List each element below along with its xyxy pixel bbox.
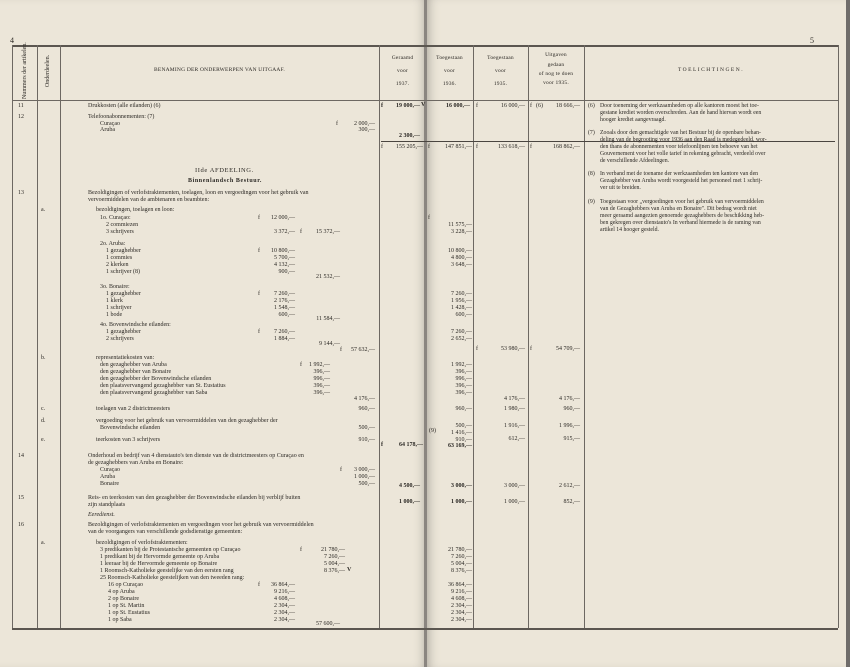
row-12-curacao-value: 2 000,— [354,121,375,127]
line-item: 25 Roomsch-Katholieke geestelijken van den tweeden rang: [100,575,245,581]
currency-sign: f [428,144,430,150]
currency-sign: f [300,362,302,368]
line-value: 5 004,— [324,561,345,567]
line-item: 1 bode [106,312,123,318]
t1936-value: 8 376,— [451,568,472,574]
currency-sign: f [258,248,260,254]
row-13e-label: teerkosten van 3 schrijvers [96,437,161,443]
col-rule [528,45,529,628]
col-rule [60,45,61,628]
row-16-desc: Bezoldigingen of verlofstraktementen en vergoedingen voor het gebruik van vervoermiddelen [88,522,314,528]
line-value: 600,— [278,312,295,318]
line-value: 4 608,— [274,596,295,602]
row-16-desc: van de voorgangers van verschillende godsdienstige gemeenten: [88,529,243,535]
row-12-desc: Telefoonabonnementen: (7) [88,114,155,120]
line-item: den gezaghebber van Aruba [100,362,167,368]
row-11-geraamd: 19 000,— [396,103,420,109]
row-15-geraamd: 1 000,— [399,499,420,505]
line-item: 1 schrijver (8) [106,269,140,275]
header-geraamd: Geraamd voor 1937. [391,55,414,87]
header-bottom-rule [12,100,838,101]
line-value: 2 304,— [274,617,295,623]
sub-letter: a. [41,540,46,546]
row-13d-value: 500,— [358,425,375,431]
row-15-t1935: 1 000,— [504,499,525,505]
line-item: 2 schrijvers [106,336,134,342]
line-item: 16 op Curaçao [108,582,143,588]
row-13d-note: (9) [429,428,436,434]
row-13b-t1935: 4 176,— [504,396,525,402]
t1936-value: 2 304,— [451,603,472,609]
header-toegestaan-1935: Toegestaan voor 1935. [487,55,514,87]
line-value: 7 260,— [324,554,345,560]
row-14-desc: Onderhoud en bedrijf van 4 dienstauto's ten dienste van de districtmeesters op Curaçao en [88,453,304,459]
t1936-value: 500,— [455,423,472,429]
line-value: 900,— [278,269,295,275]
bovenwinden-label: 4o. Bovenwindsche eilanden: [100,322,171,328]
section-subtitle: Binnenlandsch Bestuur. [188,178,263,184]
col-rule [12,45,13,628]
currency-sign: f [340,347,342,353]
line-value: 36 864,— [271,582,295,588]
row-13a-total: 57 632,— [351,347,375,353]
article-number: 12 [18,114,24,120]
row-12-aruba-value: 300,— [358,127,375,133]
row-16a-label: bezoldigingen of verlofstraktementen: [96,540,188,546]
line-value: 1 548,— [274,305,295,311]
line-item: den plaatsvervangend gezaghebber van Saba [100,390,208,396]
row-13c-value: 960,— [358,406,375,412]
row-15-uit: 852,— [563,499,580,505]
sub-letter: e. [41,437,46,443]
row-13c-t1935: 1 980,— [504,406,525,412]
line-value: 1 992,— [309,362,330,368]
t1936-value: 11 575,— [448,222,472,228]
t1936-value: 9 216,— [451,589,472,595]
subtotal: 11 584,— [316,316,340,322]
line-item: 1 schrijver [106,305,132,311]
eredienst-heading: Eeredienst. [88,512,115,518]
row-12-aruba: Aruba [100,127,115,133]
col-rule [473,45,474,628]
row-15-desc: zijn standplaats [88,502,126,508]
line-item: Curaçao [100,467,120,473]
t1936-value: 2 304,— [451,610,472,616]
sub-letter: b. [41,355,46,361]
row-13d-label: Bovenwindsche eilanden [100,425,161,431]
t1936-value: 5 004,— [451,561,472,567]
t1936-value: 396,— [455,383,472,389]
currency-sign: f [340,467,342,473]
row-13c-uit: 960,— [563,406,580,412]
row-13b-uit: 4 176,— [559,396,580,402]
t1936-value: 21 780,— [448,547,472,553]
line-value: 396,— [313,390,330,396]
currency-sign: f [300,229,302,235]
row-14-t1936: 3 000,— [451,483,472,489]
t1936-value: 996,— [455,376,472,382]
row-13-geraamd: 64 178,— [399,442,423,448]
totals-uit: 168 862,— [553,144,580,150]
t1936-value: 7 260,— [451,329,472,335]
t1936-value: 3 228,— [451,229,472,235]
row-14-geraamd: 4 500,— [399,483,420,489]
line-value: 2 304,— [274,603,295,609]
header-onderdeel: Onderdeelen. [45,54,51,88]
subtotal: 57 600,— [316,621,340,627]
currency-sign: f [258,582,260,588]
line-value: 996,— [313,376,330,382]
line-item: Bonaire [100,481,119,487]
currency-sign: f [336,121,338,127]
currency-sign: f [381,442,383,448]
page-number-right: 5 [810,36,814,45]
line-item: 1 predikant bij de Hervormde gemeente op Aruba [100,554,220,560]
line-value: 2 304,— [274,610,295,616]
line-item: den gezaghebber der Bovenwindsche eilanden [100,376,212,382]
row-16-mark: V [347,567,352,573]
line-value: 9 216,— [274,589,295,595]
row-11-t1936: 16 000,— [446,103,470,109]
t1936-value: 7 260,— [451,554,472,560]
line-value: 1 000,— [354,474,375,480]
aruba-label: 2o. Aruba: [100,241,126,247]
line-item: 1 op St. Martin [108,603,145,609]
row-13e-value: 910,— [358,437,375,443]
line-item: Aruba [100,474,115,480]
row-13e-uit: 915,— [563,436,580,442]
t1936-value: 396,— [455,369,472,375]
row-11-t1935: 16 000,— [501,103,525,109]
t1936-value: 10 800,— [448,248,472,254]
t1936-value: 4 608,— [451,596,472,602]
section-title: IIde AFDEELING. [195,167,254,174]
line-value: 7 260,— [274,291,295,297]
line-item: 1 op St. Eustatius [108,610,151,616]
totals-t1936: 147 851,— [445,144,472,150]
row-13-desc: vervoermiddelen van de ambtenaren en beambten: [88,197,210,203]
subtotal: 21 532,— [316,274,340,280]
row-13-t1936-total: 63 169,— [448,443,472,449]
curacao-label: 1o. Curaçao: [100,215,131,221]
sub-letter: d. [41,418,46,424]
currency-sign: f [476,144,478,150]
line-value: 2 176,— [274,298,295,304]
line-value: 21 780,— [321,547,345,553]
currency-sign: f [530,144,532,150]
row-12-curacao: Curaçao [100,121,120,127]
line-item: 4 op Aruba [108,589,135,595]
row-13-desc: Bezoldigingen of verlofstraktementen, toelagen, loon en vergoedingen voor het gebruik van [88,190,309,196]
row-13b-label: representatiekosten van: [96,355,155,361]
header-benaming: BENAMING DER ONDERWERPEN VAN UITGAAF. [154,67,285,73]
t1936-value: 36 864,— [448,582,472,588]
row-13c-label: toelagen van 2 districtmeesters [96,406,171,412]
article-number: 15 [18,495,24,501]
row-13d-label: vergoeding voor het gebruik van vervoermiddelen van den gezaghebber der [96,418,278,424]
row-13d-uit: 1 996,— [559,423,580,429]
currency-sign: f [300,547,302,553]
currency-sign: f [381,103,383,109]
article-number: 11 [18,103,24,109]
line-value: 4 132,— [274,262,295,268]
t1936-value: 1 428,— [451,305,472,311]
t1936-value: 1 992,— [451,362,472,368]
row-13b-sub: 4 176,— [354,396,375,402]
article-number: 16 [18,522,24,528]
row-14-uit: 2 612,— [559,483,580,489]
row-13c-t1936: 960,— [455,406,472,412]
line-item: 1 gezaghebber [106,329,141,335]
currency-sign: f [530,346,532,352]
currency-sign: f [381,144,383,150]
row-13e-t1935: 612,— [508,436,525,442]
row-13d-t1935: 1 916,— [504,423,525,429]
t1936-value: 3 648,— [451,262,472,268]
row-12-geraamd: 2 300,— [399,133,420,139]
line-item: 2 klerken [106,262,129,268]
currency-sign: f [530,103,532,109]
line-item: 2 op Bonaire [108,596,139,602]
table-bottom-border [12,628,838,630]
line-item: 1 op Saba [108,617,132,623]
line-value: 7 260,— [274,329,295,335]
line-value: 12 000,— [271,215,295,221]
currency-sign: f [258,329,260,335]
subtotal: 9 144,— [319,341,340,347]
line-value: 500,— [358,481,375,487]
article-number: 13 [18,190,24,196]
currency-sign: f [258,215,260,221]
table-top-border [12,45,838,47]
t1936-value: 2 304,— [451,617,472,623]
t1936-value: 600,— [455,312,472,318]
line-item: den plaatsvervangend gezaghebber van St. Eustatius [100,383,226,389]
subtotal: 15 372,— [316,229,340,235]
line-item: 2 commiezen [106,222,139,228]
article-number: 14 [18,453,24,459]
row-14-desc: de gezaghebbers van Aruba en Bonaire: [88,460,184,466]
header-artikel: Nummers der artikelen. [22,42,28,99]
row-11-uit-note: (6) [536,103,543,109]
row-13a-uit: 54 709,— [556,346,580,352]
row-13e-t1936: 910,— [455,437,472,443]
col-rule [838,45,839,628]
t1936-value: 1 416,— [451,430,472,436]
line-item: 1 Roomsch-Katholieke geestelijke van den eersten rang [100,568,234,574]
totals-geraamd: 155 205,— [396,144,423,150]
row-11-uit: 18 666,— [556,103,580,109]
currency-sign: f [476,103,478,109]
row-11-desc: Drukkosten (alle eilanden) (6) [88,103,161,109]
line-item: 1 gezaghebber [106,248,141,254]
line-value: 1 884,— [274,336,295,342]
col-rule [37,45,38,628]
t1936-value: 1 956,— [451,298,472,304]
line-value: 3 000,— [354,467,375,473]
currency-sign: f [428,215,430,221]
col-rule [584,45,585,628]
row-14-t1935: 3 000,— [504,483,525,489]
line-value: 10 800,— [271,248,295,254]
line-item: 3 schrijvers [106,229,134,235]
row-13a-t1935: 53 980,— [501,346,525,352]
t1936-value: 7 260,— [451,291,472,297]
line-item: 3 predikanten bij de Protestantsche gemeenten op Curaçao [100,547,241,553]
currency-sign: f [258,291,260,297]
line-item: 1 klerk [106,298,123,304]
totals-t1935: 133 618,— [498,144,525,150]
header-uitgaven: Uitgaven gedaan of nog te doen voor 1935. [538,52,574,86]
line-value: 3 372,— [274,229,295,235]
bonaire-label: 3o. Bonaire: [100,284,130,290]
line-item: 1 gezaghebber [106,291,141,297]
line-item: 1 leeraar bij de Hervormde gemeente op Bonaire [100,561,218,567]
line-value: 5 700,— [274,255,295,261]
row-15-t1936: 1 000,— [451,499,472,505]
line-value: 396,— [313,369,330,375]
t1936-value: 4 800,— [451,255,472,261]
t1936-value: 2 652,— [451,336,472,342]
header-toelichtingen: TOELICHTINGEN. [677,67,745,73]
line-value: 8 376,— [324,568,345,574]
row-13a-label: bezoldigingen, toelagen en loon: [96,207,175,213]
sub-letter: a. [41,207,46,213]
row-11-mark: V [421,102,426,108]
header-toegestaan-1936: Toegestaan voor 1936. [436,55,463,87]
line-item: 1 commies [106,255,133,261]
t1936-value: 396,— [455,390,472,396]
line-value: 396,— [313,383,330,389]
currency-sign: f [476,346,478,352]
page-number-left: 4 [10,36,14,45]
line-item: den gezaghebber van Bonaire [100,369,172,375]
row-15-desc: Reis- en teerkosten van den gezaghebber der Bovenwindsche eilanden bij verblijf buiten [88,495,301,501]
sub-letter: c. [41,406,46,412]
